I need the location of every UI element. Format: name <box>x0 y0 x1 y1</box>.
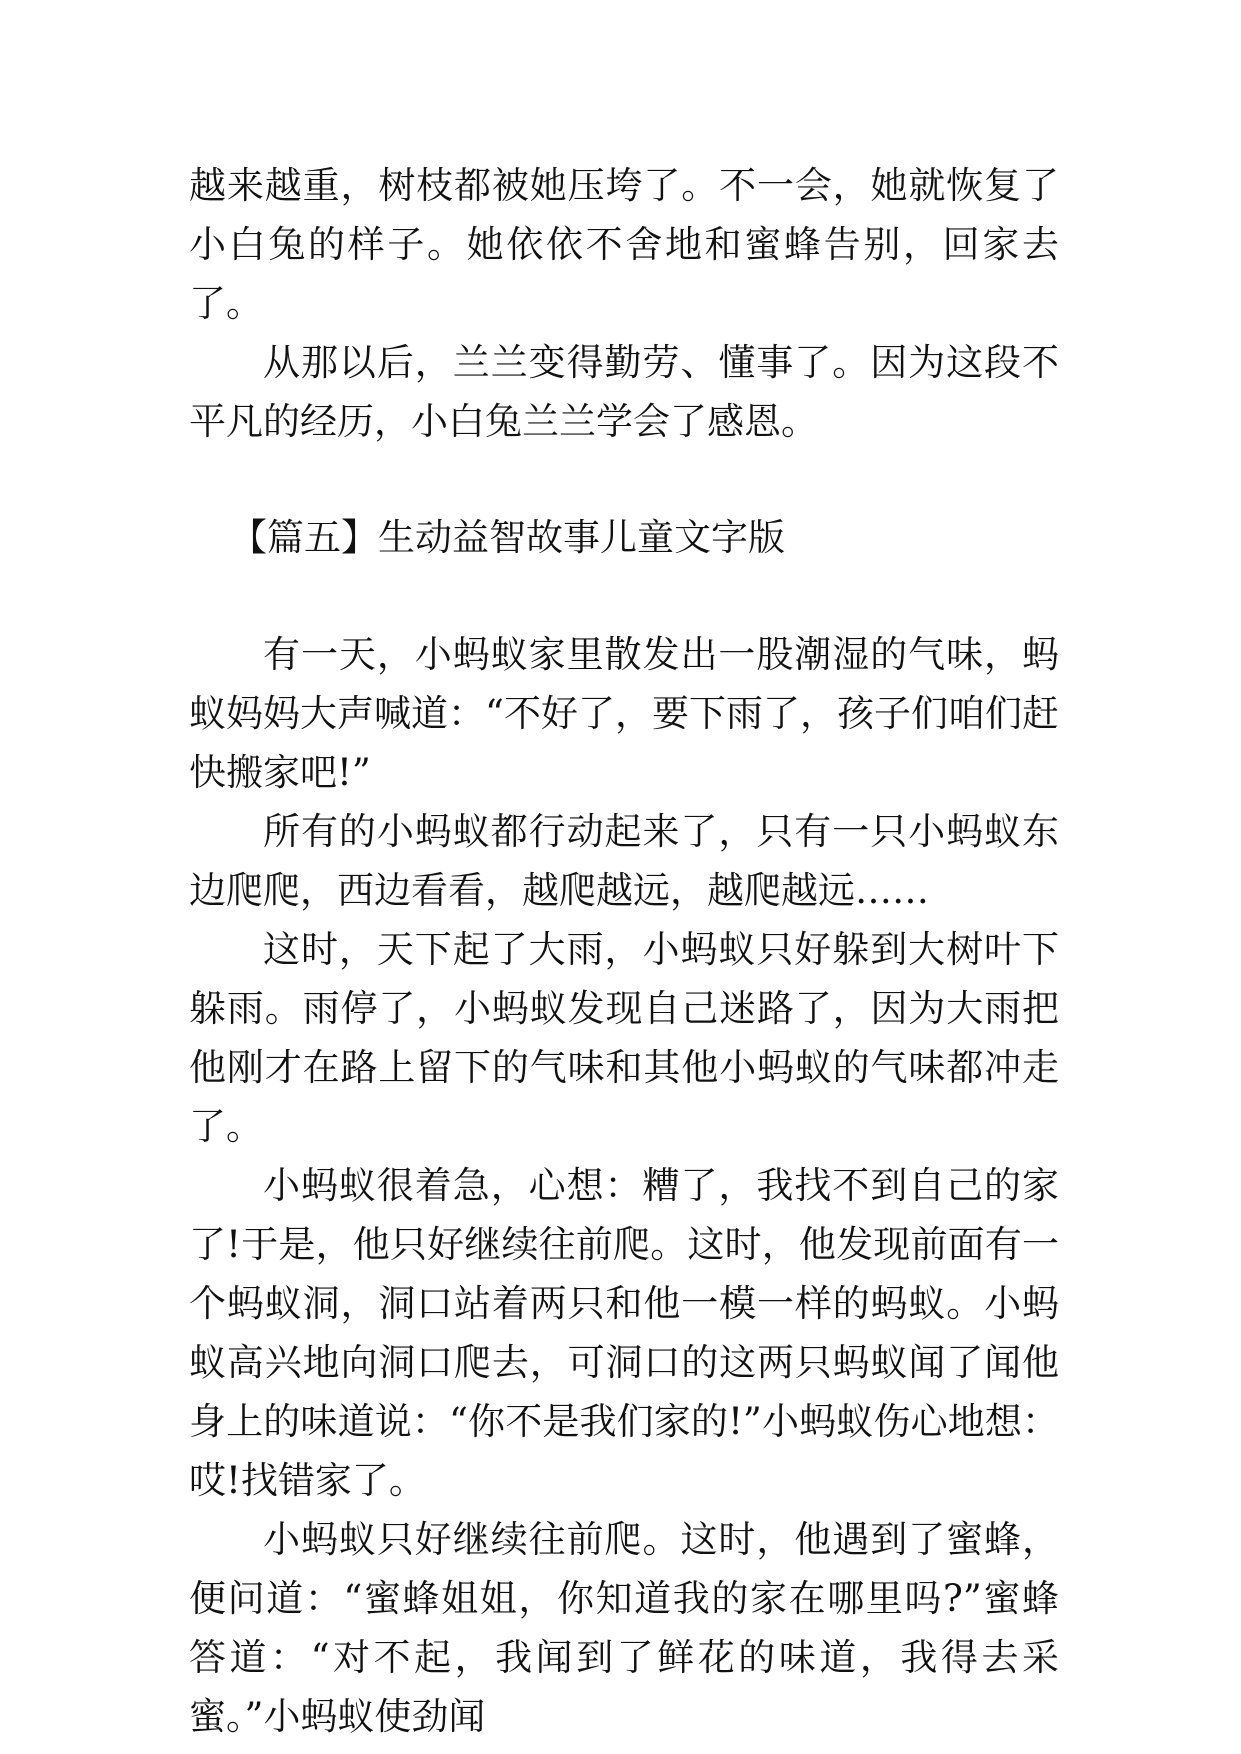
paragraph: 所有的小蚂蚁都行动起来了，只有一只小蚂蚁东边爬爬，西边看看，越爬越远，越爬越远…… <box>189 810 1059 912</box>
previous-story-ending <box>189 156 1059 451</box>
paragraph: 小蚂蚁很着急，心想：糟了，我找不到自己的家了!于是，他只好继续往前爬。这时，他发现前面有一个蚂蚁洞，洞口站着两只和他一模一样的蚂蚁。小蚂蚁高兴地向洞口爬去，可洞口的这两只蚂蚁闻了闻他身上的味道说：“你不是我们家的!”小蚂蚁伤心地想：哎!找错家了。 <box>189 1164 1059 1502</box>
paragraph: 小蚂蚁只好继续往前爬。这时，他遇到了蜜蜂，便问道：“蜜蜂姐姐，你知道我的家在哪里吗?”蜜蜂答道：“对不起，我闻到了鲜花的味道，我得去采蜜。”小蚂蚁使劲闻 <box>189 1518 1059 1738</box>
paragraph: 有一天，小蚂蚁家里散发出一股潮湿的气味，蚂蚁妈妈大声喊道：“不好了，要下雨了，孩子们咱们赶快搬家吧!” <box>189 633 1059 794</box>
paragraph: 这时，天下起了大雨，小蚂蚁只好躲到大树叶下躲雨。雨停了，小蚂蚁发现自己迷路了，因为大雨把他刚才在路上留下的气味和其他小蚂蚁的气味都冲走了。 <box>189 928 1059 1148</box>
section-heading: 【篇五】生动益智故事儿童文字版 <box>230 516 785 559</box>
story-body <box>189 625 1059 1746</box>
paragraph: 从那以后，兰兰变得勤劳、懂事了。因为这段不平凡的经历，小白兔兰兰学会了感恩。 <box>189 341 1059 443</box>
paragraph: 越来越重，树枝都被她压垮了。不一会，她就恢复了小白兔的样子。她依依不舍地和蜜蜂告别，回家去了。 <box>189 164 1059 325</box>
